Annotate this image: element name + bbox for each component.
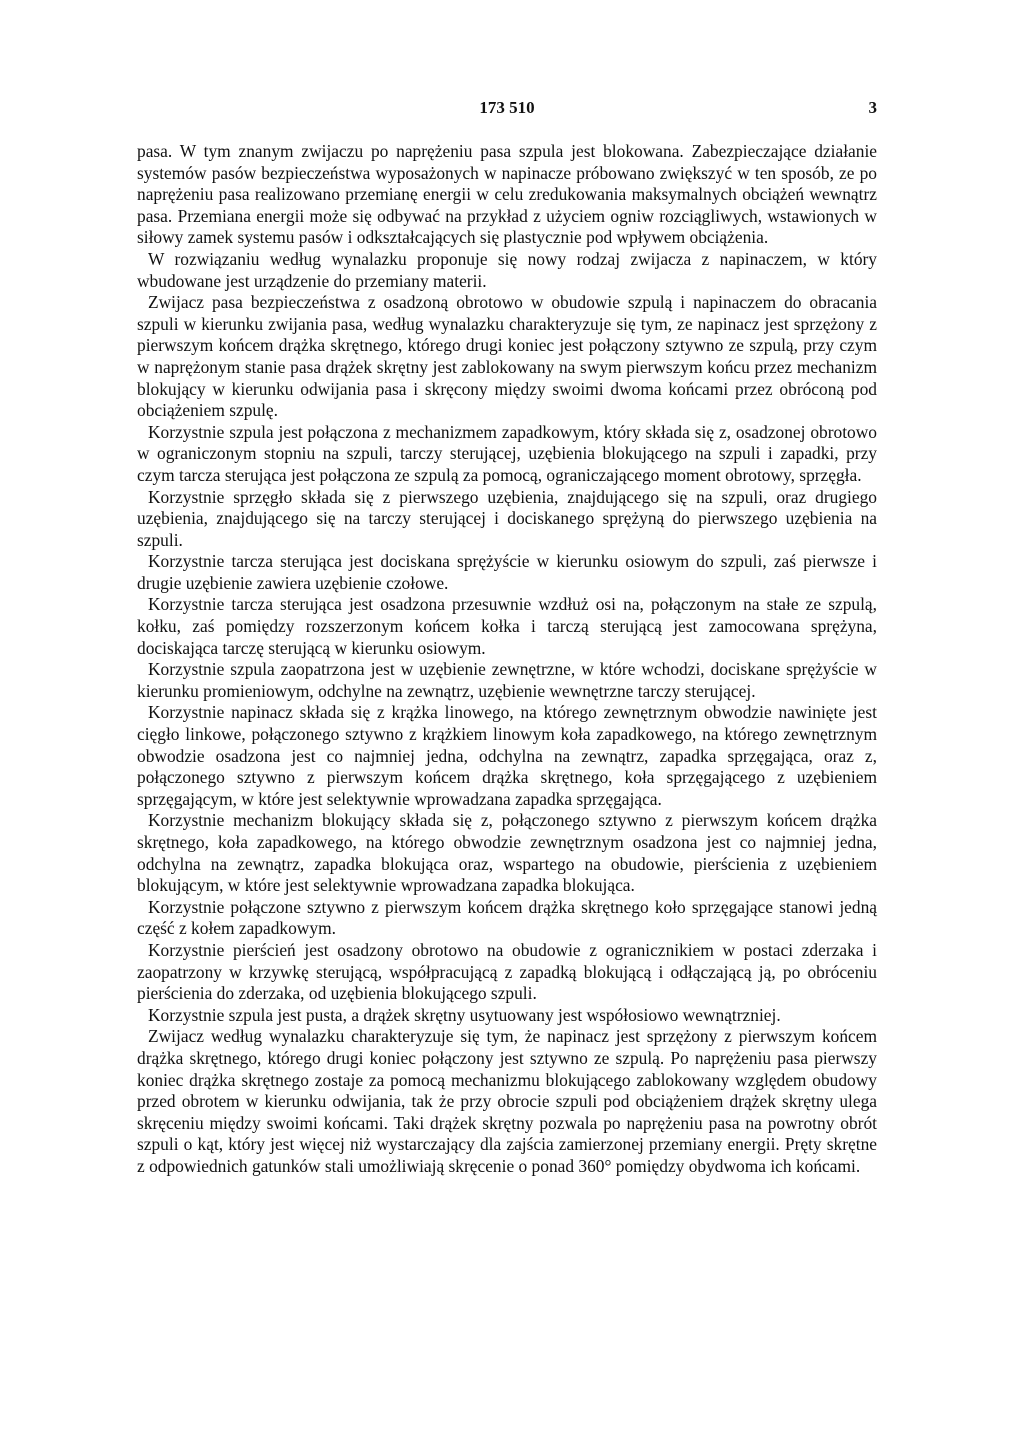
paragraph: Korzystnie szpula jest pusta, a drążek skrętny usytuowany jest współosiowo wewnątrzniej. — [148, 1004, 781, 1025]
document-number: 173 510 — [479, 98, 535, 117]
paragraph: W rozwiązaniu według wynalazku proponuje się nowy rodzaj zwijacza z napinaczem, w który wbudowane jest urządzenie do przemiany materii. — [137, 248, 877, 291]
page-number: 3 — [868, 98, 877, 117]
paragraph: Korzystnie połączone sztywno z pierwszym końcem drążka skrętnego koło sprzęgające stanowi jedną część z kołem zapadkowym. — [137, 896, 877, 939]
paragraph: Korzystnie szpula jest połączona z mechanizmem zapadkowym, który składa się z, osadzonej obrotowo w ograniczonym stopniu na szpuli, tarczy sterującej, uzębienia blokującego na szpuli i zapadki, przy czym tarcza sterująca jest połączona ze szpulą za pomocą, ograniczającego moment obrotowy, sprzęgła. — [137, 421, 877, 485]
paragraph: Zwijacz pasa bezpieczeństwa z osadzoną obrotowo w obudowie szpulą i napinaczem do obracania szpuli w kierunku zwijania pasa, według wynalazku charakteryzuje się tym, ze napinacz jest sprzężony z pierwszym końcem drążka skrętnego, którego drugi koniec jest połączony sztywno ze szpulą, przy czym w naprężonym stanie pasa drążek skrętny jest zablokowany na swym pierwszym końcu przez mechanizm blokujący w kierunku odwijania pasa i skręcony między swoimi dwoma końcami przez obróconą pod obciążeniem szpulę. — [137, 292, 877, 421]
document-body — [137, 141, 877, 1178]
paragraph: pasa. W tym znanym zwijaczu po naprężeniu pasa szpula jest blokowana. Zabezpieczające działanie systemów pasów bezpieczeństwa wyposażonych w napinacze próbowano zwiększyć w ten sposób, ze po naprężeniu pasa realizowano przemianę energii w celu zredukowania maksymalnych obciążeń wewnątrz pasa. Przemiana energii może się odbywać na przykład z użyciem ogniw rozciągliwych, wstawionych w siłowy zamek systemu pasów i odkształcających się plastycznie pod wpływem obciążenia. — [137, 141, 877, 248]
paragraph: Korzystnie sprzęgło składa się z pierwszego uzębienia, znajdującego się na szpuli, oraz drugiego uzębienia, znajdującego się na tarczy sterującej i dociskanego sprężyną do pierwszego uzębienia na szpuli. — [137, 486, 877, 550]
paragraph: Korzystnie szpula zaopatrzona jest w uzębienie zewnętrzne, w które wchodzi, dociskane sprężyście w kierunku promieniowym, odchylne na zewnątrz, uzębienie wewnętrzne tarczy sterującej. — [137, 659, 877, 701]
paragraph: Korzystnie tarcza sterująca jest osadzona przesuwnie wzdłuż osi na, połączonym na stałe ze szpulą, kołku, zaś pomiędzy rozszerzonym końcem kołka i tarczą sterującą jest zamocowana sprężyna, dociskająca tarczę sterującą w kierunku osiowym. — [137, 594, 877, 658]
paragraph: Zwijacz według wynalazku charakteryzuje się tym, że napinacz jest sprzężony z pierwszym końcem drążka skrętnego, którego drugi koniec połączony jest sztywno ze szpulą. Po naprężeniu pasa pierwszy koniec drążka skrętnego zostaje za pomocą mechanizmu blokującego zablokowany względem obudowy przed obrotem w kierunku odwijania, tak że przy obrocie szpuli pod obciążeniem drążek skrętny ulega skręceniu między swoimi końcami. Taki drążek skrętny pozwala po naprężeniu pasa na powrotny obrót szpuli o kąt, który jest więcej niż wystarczający dla zajścia zamierzonej przemiany energii. Pręty skrętne z odpowiednich gatunków stali umożliwiają skręcenie o ponad 360° pomiędzy obydwoma ich końcami. — [137, 1026, 877, 1176]
paragraph: Korzystnie tarcza sterująca jest dociskana sprężyście w kierunku osiowym do szpuli, zaś pierwsze i drugie uzębienie zawiera uzębienie czołowe. — [137, 551, 877, 593]
paragraph: Korzystnie napinacz składa się z krążka linowego, na którego zewnętrznym obwodzie nawinięte jest cięgło linkowe, połączonego sztywno z krążkiem linowym koła zapadkowego, na którego zewnętrznym obwodzie osadzona jest co najmniej jedna, odchylna na zewnątrz, zapadka sprzęgająca, oraz z, połączonego sztywno z pierwszym końcem drążka skrętnego, koła sprzęgającego z uzębieniem sprzęgającym, w które jest selektywnie wprowadzana zapadka sprzęgająca. — [137, 702, 877, 809]
paragraph: Korzystnie mechanizm blokujący składa się z, połączonego sztywno z pierwszym końcem drążka skrętnego, koła zapadkowego, na którego obwodzie zewnętrznym osadzona jest co najmniej jedna, odchylna na zewnątrz, zapadka blokująca oraz, wspartego na obudowie, pierścienia z uzębieniem blokującym, w które jest selektywnie wprowadzana zapadka blokująca. — [137, 810, 877, 896]
page-header — [137, 98, 877, 122]
paragraph: Korzystnie pierścień jest osadzony obrotowo na obudowie z ogranicznikiem w postaci zderzaka i zaopatrzony w krzywkę sterującą, współpracującą z zapadką blokującą i odłączającą ją, po obróceniu pierścienia do zderzaka, od uzębienia blokującego szpuli. — [137, 939, 877, 1004]
